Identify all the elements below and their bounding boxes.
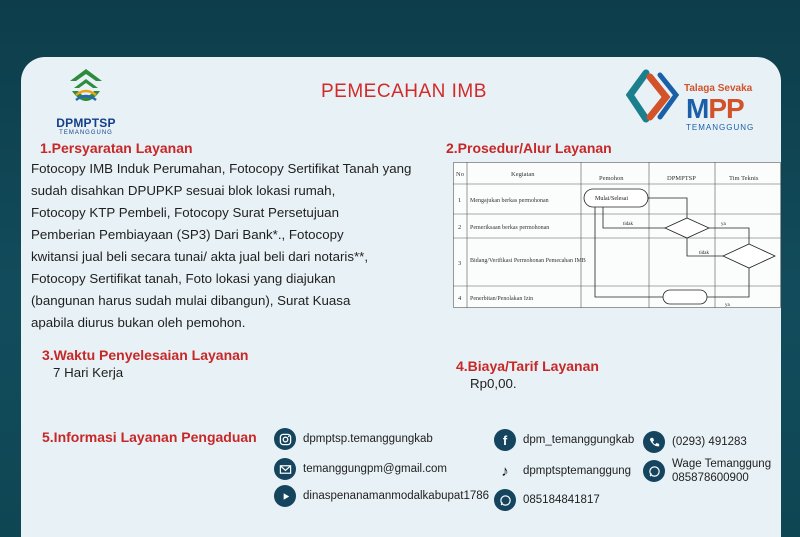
facebook-handle: dpm_temanggungkab	[523, 434, 635, 446]
col-no: No	[456, 171, 464, 178]
req-line: Fotocopy KTP Pembeli, Fotocopy Surat Persetujuan	[31, 205, 339, 220]
youtube-channel: dinaspenanamanmodalkabupat1786	[303, 490, 490, 502]
col-pemohon: Pemohon	[599, 175, 624, 182]
dpmptsp-emblem-icon	[66, 67, 106, 111]
contact-facebook[interactable]	[494, 429, 634, 451]
email-address: temanggungpm@gmail.com	[303, 463, 447, 475]
req-line: kwitansi jual beli secara tunai/ akta jual beli dari notaris**,	[31, 249, 369, 264]
flow-label-ya: ya	[725, 303, 730, 308]
contact-tiktok[interactable]	[494, 460, 631, 482]
col-dpmptsp: DPMPTSP	[667, 175, 696, 182]
flowchart-svg	[453, 162, 781, 308]
mpp-emblem-icon	[626, 67, 682, 133]
org-name: DPMPTSP	[56, 116, 116, 130]
row-no: 1	[458, 197, 462, 204]
flow-label-tidak: tidak	[699, 251, 709, 256]
page-title: PEMECAHAN IMB	[321, 81, 487, 102]
contact-instagram[interactable]	[274, 428, 433, 450]
facebook-icon: f	[494, 429, 516, 451]
procedure-title: 2.Prosedur/Alur Layanan	[446, 140, 612, 156]
complaints-title: 5.Informasi Layanan Pengaduan	[42, 429, 257, 445]
tiktok-icon: ♪	[501, 462, 509, 480]
row-activity: Pemeriksaan berkas permohonan	[470, 225, 550, 231]
row-no: 3	[458, 260, 462, 267]
contact-phone[interactable]	[643, 431, 747, 453]
row-no: 4	[458, 295, 462, 302]
info-card	[21, 57, 781, 537]
flow-label-tidak: tidak	[623, 222, 633, 227]
req-line: sudah disahkan DPUPKP sesuai blok lokasi rumah,	[31, 183, 336, 198]
row-activity: Mengajukan berkas permohonan	[470, 198, 549, 204]
fee-title: 4.Biaya/Tarif Layanan	[456, 358, 599, 374]
contact-whatsapp[interactable]	[494, 489, 600, 511]
requirements-title: 1.Persyaratan Layanan	[40, 140, 193, 156]
email-icon	[274, 458, 296, 480]
phone-icon	[643, 431, 665, 453]
decision-tim-teknis	[723, 244, 775, 268]
contact-email[interactable]	[274, 458, 447, 480]
phone-number: (0293) 491283	[672, 436, 747, 448]
mpp-brand-pp: PP	[708, 93, 744, 124]
mpp-brand	[686, 93, 744, 125]
fee-value: Rp0,00.	[470, 376, 517, 391]
end-terminal	[663, 290, 707, 304]
tiktok-handle: dpmptsptemanggung	[523, 465, 632, 477]
time-title: 3.Waktu Penyelesaian Layanan	[42, 347, 249, 363]
row-activity: Penerbitan/Penolakan Izin	[470, 296, 534, 302]
mpp-brand-m: M	[686, 93, 709, 124]
req-line: Pemberian Pembiayaan (SP3) Dari Bank*., Fotocopy	[31, 227, 344, 242]
requirements-text	[31, 158, 431, 334]
instagram-icon	[274, 428, 296, 450]
whatsapp-icon	[643, 460, 665, 482]
req-line: Fotocopy Sertifikat tanah, Foto lokasi yang diajukan	[31, 271, 336, 286]
mpp-tagline: Talaga Sevaka	[684, 83, 753, 94]
mpp-sub: TEMANGGUNG	[686, 123, 755, 132]
col-kegiatan: Kegiatan	[511, 171, 535, 178]
whatsapp-number: 085184841817	[523, 494, 600, 506]
req-line: (bangunan harus sudah mulai dibangun), Surat Kuasa	[31, 293, 351, 308]
col-tim-teknis: Tim Teknis	[729, 175, 759, 182]
wa-person-name: Wage Temanggung	[672, 458, 772, 470]
req-line: Fotocopy IMB Induk Perumahan, Fotocopy Sertifikat Tanah yang	[31, 161, 412, 176]
start-label: Mulai/Selesai	[595, 196, 628, 202]
procedure-flowchart	[453, 162, 781, 308]
time-value: 7 Hari Kerja	[53, 365, 124, 380]
row-activity: Bidang/Verifikasi Permohonan Pemecahan IMB	[470, 258, 586, 264]
mpp-logo	[626, 65, 771, 135]
decision-dpmptsp	[665, 218, 709, 238]
org-sub: TEMANGGUNG	[59, 130, 113, 136]
whatsapp-icon	[494, 489, 516, 511]
wa-person-number: 085878600900	[672, 472, 749, 484]
contact-youtube[interactable]	[274, 485, 489, 507]
instagram-handle: dpmptsp.temanggungkab	[303, 433, 433, 445]
dpmptsp-logo	[51, 67, 121, 136]
youtube-icon	[274, 485, 296, 507]
row-no: 2	[458, 224, 462, 231]
wa-person-info	[672, 457, 771, 485]
contact-wa-person[interactable]	[643, 457, 771, 485]
flow-label-ya: ya	[721, 222, 726, 227]
req-line: apabila diurus bukan oleh pemohon.	[31, 315, 246, 330]
